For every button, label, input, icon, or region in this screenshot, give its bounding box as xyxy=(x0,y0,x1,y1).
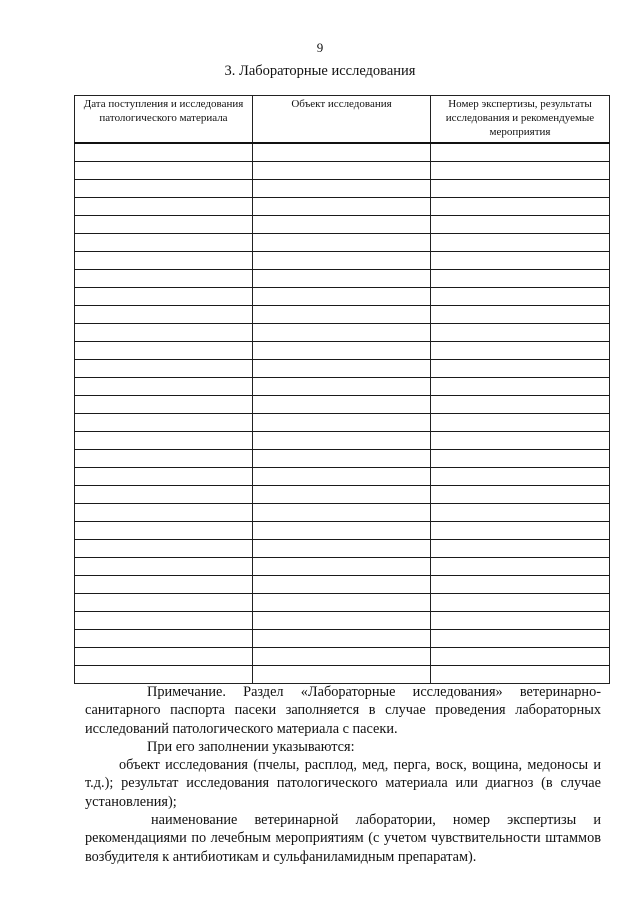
table-cell xyxy=(431,324,610,342)
table-row xyxy=(75,648,610,666)
table-row xyxy=(75,342,610,360)
table-cell xyxy=(431,396,610,414)
table-cell xyxy=(75,666,253,684)
table-cell xyxy=(431,648,610,666)
table-row xyxy=(75,306,610,324)
table-row xyxy=(75,252,610,270)
table-cell xyxy=(431,504,610,522)
table-cell xyxy=(253,198,431,216)
table-cell xyxy=(253,162,431,180)
note-paragraph-1: Примечание. Раздел «Лабораторные исследования» ветеринарно-санитарного паспорта пасеки заполняется в случае проведения лабораторных исследований патологического материала с пасеки. xyxy=(85,684,601,737)
table-row xyxy=(75,288,610,306)
table-cell xyxy=(75,594,253,612)
table-cell xyxy=(75,540,253,558)
table-cell xyxy=(75,558,253,576)
table-cell xyxy=(253,486,431,504)
table-cell xyxy=(253,360,431,378)
table-row xyxy=(75,666,610,684)
table-cell xyxy=(431,252,610,270)
table-cell xyxy=(431,414,610,432)
table-cell xyxy=(431,143,610,162)
section-title: 3. Лабораторные исследования xyxy=(224,63,416,79)
table-row xyxy=(75,396,610,414)
table-row xyxy=(75,522,610,540)
table-row xyxy=(75,558,610,576)
table-cell xyxy=(253,414,431,432)
table-cell xyxy=(431,576,610,594)
table-row xyxy=(75,540,610,558)
table-row xyxy=(75,486,610,504)
table-cell xyxy=(431,270,610,288)
table-row xyxy=(75,324,610,342)
table-cell xyxy=(75,180,253,198)
table-cell xyxy=(75,324,253,342)
table-cell xyxy=(253,306,431,324)
table-row xyxy=(75,162,610,180)
table-cell xyxy=(253,143,431,162)
table-cell xyxy=(75,252,253,270)
table-row xyxy=(75,378,610,396)
table-row xyxy=(75,432,610,450)
table-cell xyxy=(253,396,431,414)
table-cell xyxy=(253,468,431,486)
table-cell xyxy=(253,558,431,576)
table-row xyxy=(75,450,610,468)
table-cell xyxy=(75,630,253,648)
table-cell xyxy=(75,504,253,522)
table-cell xyxy=(431,450,610,468)
table-cell xyxy=(75,450,253,468)
table-row xyxy=(75,630,610,648)
table-row xyxy=(75,468,610,486)
table-row xyxy=(75,360,610,378)
note-paragraph-2: При его заполнении указываются: xyxy=(147,738,355,755)
table-cell xyxy=(253,252,431,270)
table-header-row xyxy=(75,96,610,144)
table-cell xyxy=(431,522,610,540)
table-cell xyxy=(431,378,610,396)
table-row xyxy=(75,576,610,594)
column-header-date: Дата поступления и исследования патологического материала xyxy=(75,96,253,144)
table-cell xyxy=(253,324,431,342)
column-header-result: Номер экспертизы, результаты исследования и рекомендуемые мероприятия xyxy=(431,96,610,144)
table-cell xyxy=(253,504,431,522)
table-cell xyxy=(253,180,431,198)
table-cell xyxy=(253,594,431,612)
table-cell xyxy=(253,666,431,684)
note-paragraph-3: объект исследования (пчелы, расплод, мед, перга, воск, вощина, медоносы и т.д.); результат исследования патологического материала или диагноз (в случае установления); xyxy=(85,757,601,810)
table-cell xyxy=(75,216,253,234)
table-row xyxy=(75,612,610,630)
table-cell xyxy=(431,486,610,504)
table-cell xyxy=(431,432,610,450)
table-cell xyxy=(253,234,431,252)
table-cell xyxy=(431,288,610,306)
table-cell xyxy=(253,270,431,288)
table-cell xyxy=(75,648,253,666)
table-cell xyxy=(253,612,431,630)
table-cell xyxy=(75,468,253,486)
table-cell xyxy=(75,522,253,540)
table-cell xyxy=(431,216,610,234)
table-cell xyxy=(253,630,431,648)
table-cell xyxy=(253,540,431,558)
table-cell xyxy=(253,378,431,396)
table-cell xyxy=(431,180,610,198)
table-cell xyxy=(75,576,253,594)
table-cell xyxy=(431,666,610,684)
table-cell xyxy=(253,342,431,360)
table-cell xyxy=(431,468,610,486)
table-cell xyxy=(431,198,610,216)
table-cell xyxy=(431,612,610,630)
table-cell xyxy=(253,648,431,666)
table-cell xyxy=(253,576,431,594)
table-cell xyxy=(431,630,610,648)
table-cell xyxy=(75,360,253,378)
note-paragraph-4: наименование ветеринарной лаборатории, номер экспертизы и рекомендациями по лечебным мероприятиям (с учетом чувствительности штаммов возбудителя к антибиотикам и сульфаниламидным препаратам). xyxy=(85,812,601,865)
table-cell xyxy=(253,450,431,468)
table-cell xyxy=(75,270,253,288)
table-cell xyxy=(75,143,253,162)
table-cell xyxy=(75,414,253,432)
table-cell xyxy=(75,306,253,324)
table-cell xyxy=(431,306,610,324)
table-cell xyxy=(253,216,431,234)
table-cell xyxy=(253,432,431,450)
table-cell xyxy=(431,162,610,180)
table-cell xyxy=(75,198,253,216)
table-row xyxy=(75,414,610,432)
table-row xyxy=(75,198,610,216)
table-cell xyxy=(431,558,610,576)
page-number: 9 xyxy=(316,40,324,55)
table-row xyxy=(75,594,610,612)
table-row xyxy=(75,143,610,162)
laboratory-research-table xyxy=(74,95,610,684)
table-cell xyxy=(75,288,253,306)
table-cell xyxy=(75,378,253,396)
table-cell xyxy=(431,594,610,612)
table-cell xyxy=(253,522,431,540)
note-section xyxy=(85,683,601,866)
table-cell xyxy=(431,360,610,378)
table-cell xyxy=(75,432,253,450)
table-row xyxy=(75,180,610,198)
table-cell xyxy=(253,288,431,306)
table-cell xyxy=(75,396,253,414)
table-cell xyxy=(75,486,253,504)
table-body xyxy=(75,143,610,684)
column-header-object: Объект исследования xyxy=(253,96,431,144)
table-cell xyxy=(431,234,610,252)
table-cell xyxy=(75,234,253,252)
table-row xyxy=(75,270,610,288)
table-cell xyxy=(75,612,253,630)
table-cell xyxy=(75,342,253,360)
table-cell xyxy=(431,540,610,558)
table-row xyxy=(75,216,610,234)
table-cell xyxy=(431,342,610,360)
table-row xyxy=(75,504,610,522)
table-cell xyxy=(75,162,253,180)
table-row xyxy=(75,234,610,252)
